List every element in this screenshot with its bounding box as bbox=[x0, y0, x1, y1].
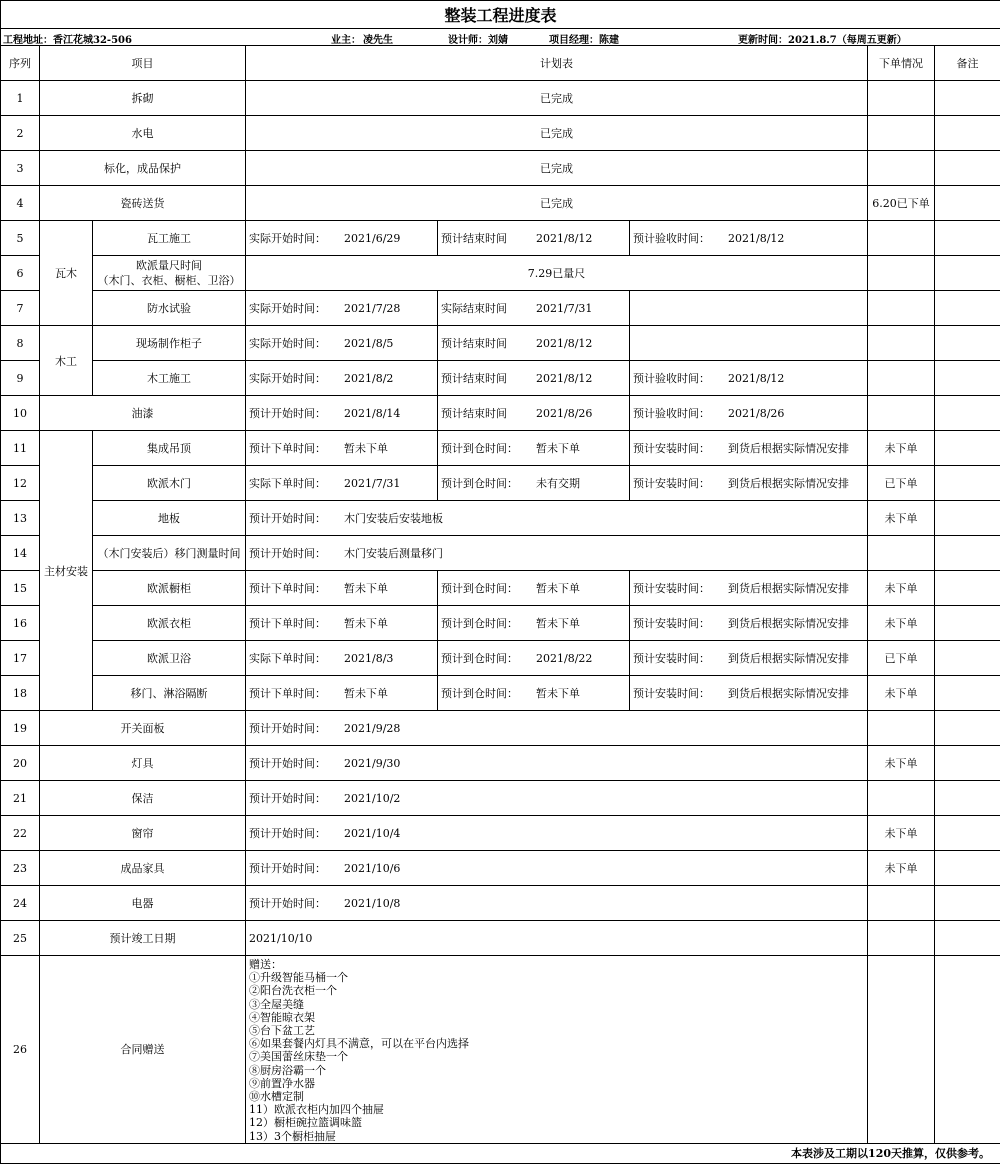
table-row bbox=[1, 921, 1000, 956]
item-name: 瓷砖送货 bbox=[40, 186, 246, 221]
plan-label: 预计结束时间 bbox=[441, 335, 536, 351]
plan-label: 预计结束时间 bbox=[441, 370, 536, 386]
remark-cell bbox=[935, 746, 1000, 781]
row-number: 6 bbox=[1, 256, 40, 291]
gift-item: ⑥如果套餐内灯具不满意，可以在平台内选择 bbox=[249, 1037, 469, 1050]
gift-item: ④智能晾衣架 bbox=[249, 1011, 315, 1024]
plan-cell bbox=[438, 221, 630, 256]
plan-value: 暂未下单 bbox=[344, 582, 388, 595]
plan-value: 2021/8/14 bbox=[344, 407, 400, 420]
plan-label: 预计安装时间： bbox=[633, 650, 728, 666]
order-status bbox=[868, 536, 935, 571]
plan-value: 2021/7/31 bbox=[536, 302, 592, 315]
order-status bbox=[868, 81, 935, 116]
plan-value: 未有交期 bbox=[536, 477, 580, 490]
order-status bbox=[868, 396, 935, 431]
plan-value: 2021/8/12 bbox=[536, 372, 592, 385]
plan-value: 2021/8/26 bbox=[536, 407, 592, 420]
plan-label: 预计到仓时间： bbox=[441, 580, 536, 596]
row-number: 9 bbox=[1, 361, 40, 396]
plan-cell bbox=[630, 606, 868, 641]
remark-cell bbox=[935, 641, 1000, 676]
table-row bbox=[1, 116, 1000, 151]
order-status bbox=[868, 291, 935, 326]
plan-cell bbox=[246, 711, 868, 746]
plan-cell bbox=[246, 746, 868, 781]
gift-item: ⑨前置净水器 bbox=[249, 1077, 315, 1090]
plan-label: 预计开始时间： bbox=[249, 860, 344, 876]
plan-value: 木门安装后安装地板 bbox=[344, 512, 443, 525]
order-status bbox=[868, 256, 935, 291]
plan-status: 已完成 bbox=[246, 116, 868, 151]
plan-label: 预计结束时间 bbox=[441, 405, 536, 421]
table-row bbox=[1, 536, 1000, 571]
header-plan: 计划表 bbox=[246, 46, 868, 81]
plan-label: 预计到仓时间： bbox=[441, 650, 536, 666]
table-row bbox=[1, 676, 1000, 711]
row-number: 22 bbox=[1, 816, 40, 851]
plan-cell bbox=[630, 291, 868, 326]
plan-cell bbox=[246, 886, 868, 921]
remark-cell bbox=[935, 256, 1000, 291]
plan-value: 暂未下单 bbox=[536, 582, 580, 595]
remark-cell bbox=[935, 396, 1000, 431]
remark-cell bbox=[935, 116, 1000, 151]
plan-value: 暂未下单 bbox=[536, 442, 580, 455]
plan-cell bbox=[630, 431, 868, 466]
order-status bbox=[868, 221, 935, 256]
row-number: 19 bbox=[1, 711, 40, 746]
plan-status: 已完成 bbox=[246, 151, 868, 186]
plan-cell bbox=[438, 676, 630, 711]
row-number: 15 bbox=[1, 571, 40, 606]
table-row bbox=[1, 466, 1000, 501]
item-name: 窗帘 bbox=[40, 816, 246, 851]
item-name: 水电 bbox=[40, 116, 246, 151]
item-name: 油漆 bbox=[40, 396, 246, 431]
item-name: 防水试验 bbox=[93, 291, 246, 326]
item-name: 灯具 bbox=[40, 746, 246, 781]
order-status bbox=[868, 956, 935, 1144]
table-row bbox=[1, 396, 1000, 431]
plan-label: 实际结束时间 bbox=[441, 300, 536, 316]
remark-cell bbox=[935, 606, 1000, 641]
header-order: 下单情况 bbox=[868, 46, 935, 81]
plan-cell bbox=[438, 641, 630, 676]
plan-cell bbox=[438, 396, 630, 431]
plan-label: 预计到仓时间： bbox=[441, 475, 536, 491]
plan-value: 到货后根据实际情况安排 bbox=[728, 687, 849, 700]
project-info bbox=[1, 29, 1000, 46]
item-name: 欧派衣柜 bbox=[93, 606, 246, 641]
order-status: 未下单 bbox=[868, 676, 935, 711]
plan-value: 2021/8/26 bbox=[728, 407, 784, 420]
plan-cell bbox=[246, 396, 438, 431]
row-number: 21 bbox=[1, 781, 40, 816]
remark-cell bbox=[935, 571, 1000, 606]
plan-label: 预计开始时间： bbox=[249, 545, 344, 561]
plan-value: 2021/8/12 bbox=[728, 372, 784, 385]
plan-cell bbox=[438, 606, 630, 641]
table-row bbox=[1, 781, 1000, 816]
plan-cell bbox=[630, 466, 868, 501]
gift-item: 12）橱柜碗拉篮调味篮 bbox=[249, 1116, 362, 1129]
plan-cell bbox=[246, 221, 438, 256]
plan-cell bbox=[246, 326, 438, 361]
header-remark: 备注 bbox=[935, 46, 1000, 81]
plan-value: 暂未下单 bbox=[536, 687, 580, 700]
remark-cell bbox=[935, 431, 1000, 466]
plan-label: 预计到仓时间： bbox=[441, 685, 536, 701]
item-name: 木工施工 bbox=[93, 361, 246, 396]
remark-cell bbox=[935, 81, 1000, 116]
plan-label: 预计安装时间： bbox=[633, 475, 728, 491]
remark-cell bbox=[935, 851, 1000, 886]
item-name: 开关面板 bbox=[40, 711, 246, 746]
plan-value: 2021/8/2 bbox=[344, 372, 393, 385]
gift-item: ⑩水槽定制 bbox=[249, 1090, 304, 1103]
plan-label: 预计到仓时间： bbox=[441, 615, 536, 631]
order-status bbox=[868, 361, 935, 396]
plan-cell bbox=[630, 641, 868, 676]
table-row bbox=[1, 361, 1000, 396]
order-status: 已下单 bbox=[868, 641, 935, 676]
plan-value: 2021/8/3 bbox=[344, 652, 393, 665]
plan-cell bbox=[246, 291, 438, 326]
item-name: 成品家具 bbox=[40, 851, 246, 886]
plan-value: 暂未下单 bbox=[344, 442, 388, 455]
plan-cell bbox=[246, 361, 438, 396]
gift-item: ①升级智能马桶一个 bbox=[249, 971, 348, 984]
gift-item: 11）欧派衣柜内加四个抽屉 bbox=[249, 1103, 384, 1116]
item-name: 欧派木门 bbox=[93, 466, 246, 501]
remark-cell bbox=[935, 711, 1000, 746]
item-name: 移门、淋浴隔断 bbox=[93, 676, 246, 711]
group-mugong: 木工 bbox=[40, 326, 93, 396]
row-number: 5 bbox=[1, 221, 40, 256]
item-name bbox=[93, 256, 246, 291]
order-status: 未下单 bbox=[868, 571, 935, 606]
row-number: 13 bbox=[1, 501, 40, 536]
remark-cell bbox=[935, 291, 1000, 326]
plan-value: 2021/9/28 bbox=[344, 722, 400, 735]
order-status: 未下单 bbox=[868, 606, 935, 641]
plan-cell bbox=[246, 571, 438, 606]
plan-label: 预计开始时间： bbox=[249, 825, 344, 841]
plan-value: 2021/8/12 bbox=[728, 232, 784, 245]
item-name: 标化，成品保护 bbox=[40, 151, 246, 186]
order-status: 未下单 bbox=[868, 431, 935, 466]
row-number: 16 bbox=[1, 606, 40, 641]
plan-cell bbox=[438, 431, 630, 466]
plan-cell bbox=[630, 221, 868, 256]
footnote: 本表涉及工期以120天推算，仅供参考。 bbox=[1, 1143, 1000, 1163]
plan-label: 预计安装时间： bbox=[633, 440, 728, 456]
table-row bbox=[1, 746, 1000, 781]
plan-value: 暂未下单 bbox=[536, 617, 580, 630]
owner-label: 业主： bbox=[331, 31, 361, 46]
item-line: 欧派量尺时间 bbox=[136, 259, 202, 272]
plan-cell bbox=[630, 396, 868, 431]
plan-cell bbox=[630, 326, 868, 361]
plan-value: 2021/10/2 bbox=[344, 792, 400, 805]
plan-cell bbox=[246, 641, 438, 676]
group-zhucai: 主材安装 bbox=[40, 431, 93, 711]
plan-cell bbox=[438, 291, 630, 326]
plan-label: 预计结束时间 bbox=[441, 230, 536, 246]
remark-cell bbox=[935, 676, 1000, 711]
row-number: 3 bbox=[1, 151, 40, 186]
table-row bbox=[1, 291, 1000, 326]
order-status: 6.20已下单 bbox=[868, 186, 935, 221]
remark-cell bbox=[935, 921, 1000, 956]
plan-label: 预计验收时间： bbox=[633, 370, 728, 386]
plan-label: 预计下单时间： bbox=[249, 615, 344, 631]
order-status bbox=[868, 921, 935, 956]
order-status bbox=[868, 711, 935, 746]
table-row bbox=[1, 886, 1000, 921]
row-number: 26 bbox=[1, 956, 40, 1144]
plan-label: 预计开始时间： bbox=[249, 720, 344, 736]
order-status: 未下单 bbox=[868, 501, 935, 536]
plan-value: 到货后根据实际情况安排 bbox=[728, 442, 849, 455]
table-row bbox=[1, 956, 1000, 1144]
plan-value: 2021/10/8 bbox=[344, 897, 400, 910]
remark-cell bbox=[935, 326, 1000, 361]
plan-value: 2021/6/29 bbox=[344, 232, 400, 245]
item-name: （木门安装后）移门测量时间 bbox=[93, 536, 246, 571]
plan-status: 7.29已量尺 bbox=[246, 256, 868, 291]
row-number: 12 bbox=[1, 466, 40, 501]
plan-label: 预计开始时间： bbox=[249, 755, 344, 771]
owner-name: 凌先生 bbox=[363, 31, 393, 46]
item-line: （木门、衣柜、橱柜、卫浴） bbox=[98, 274, 241, 287]
gift-item: ②阳台洗衣柜一个 bbox=[249, 984, 337, 997]
item-name: 保洁 bbox=[40, 781, 246, 816]
plan-label: 预计开始时间： bbox=[249, 895, 344, 911]
row-number: 11 bbox=[1, 431, 40, 466]
item-name: 集成吊顶 bbox=[93, 431, 246, 466]
plan-cell bbox=[630, 571, 868, 606]
header-seq: 序列 bbox=[1, 46, 40, 81]
item-name: 拆砌 bbox=[40, 81, 246, 116]
plan-label: 预计安装时间： bbox=[633, 580, 728, 596]
remark-cell bbox=[935, 361, 1000, 396]
item-name: 欧派卫浴 bbox=[93, 641, 246, 676]
plan-value: 2021/8/12 bbox=[536, 232, 592, 245]
table-title: 整装工程进度表 bbox=[1, 1, 1000, 29]
table-row bbox=[1, 326, 1000, 361]
gift-item: ⑧厨房浴霸一个 bbox=[249, 1064, 326, 1077]
table-row bbox=[1, 221, 1000, 256]
plan-cell bbox=[438, 466, 630, 501]
table-row bbox=[1, 431, 1000, 466]
item-name: 现场制作柜子 bbox=[93, 326, 246, 361]
plan-cell bbox=[438, 326, 630, 361]
plan-label: 实际开始时间： bbox=[249, 230, 344, 246]
remark-cell bbox=[935, 151, 1000, 186]
plan-cell bbox=[246, 606, 438, 641]
plan-cell bbox=[630, 361, 868, 396]
project-manager: 项目经理：陈建 bbox=[549, 31, 619, 46]
plan-label: 实际开始时间： bbox=[249, 300, 344, 316]
table-row bbox=[1, 186, 1000, 221]
remark-cell bbox=[935, 886, 1000, 921]
plan-value: 2021/8/12 bbox=[536, 337, 592, 350]
gift-item: ③全屋美缝 bbox=[249, 998, 304, 1011]
plan-value: 到货后根据实际情况安排 bbox=[728, 652, 849, 665]
table-row bbox=[1, 256, 1000, 291]
gift-item: 13）3个橱柜抽屉 bbox=[249, 1130, 336, 1143]
plan-label: 预计开始时间： bbox=[249, 405, 344, 421]
plan-value: 2021/8/22 bbox=[536, 652, 592, 665]
plan-completion-date: 2021/10/10 bbox=[246, 921, 868, 956]
table-row bbox=[1, 81, 1000, 116]
row-number: 25 bbox=[1, 921, 40, 956]
plan-label: 预计到仓时间： bbox=[441, 440, 536, 456]
plan-cell bbox=[438, 571, 630, 606]
update-time: 更新时间：2021.8.7（每周五更新） bbox=[738, 31, 907, 46]
plan-value: 2021/8/5 bbox=[344, 337, 393, 350]
remark-cell bbox=[935, 221, 1000, 256]
plan-label: 预计验收时间： bbox=[633, 405, 728, 421]
order-status: 未下单 bbox=[868, 816, 935, 851]
plan-label: 实际开始时间： bbox=[249, 335, 344, 351]
item-name: 欧派橱柜 bbox=[93, 571, 246, 606]
row-number: 20 bbox=[1, 746, 40, 781]
plan-status: 已完成 bbox=[246, 186, 868, 221]
plan-status: 已完成 bbox=[246, 81, 868, 116]
order-status bbox=[868, 116, 935, 151]
remark-cell bbox=[935, 816, 1000, 851]
plan-label: 预计验收时间： bbox=[633, 230, 728, 246]
plan-value: 2021/10/4 bbox=[344, 827, 400, 840]
plan-value: 2021/10/6 bbox=[344, 862, 400, 875]
plan-label: 预计下单时间： bbox=[249, 580, 344, 596]
table-row bbox=[1, 151, 1000, 186]
plan-value: 到货后根据实际情况安排 bbox=[728, 617, 849, 630]
plan-value: 2021/7/31 bbox=[344, 477, 400, 490]
plan-cell bbox=[246, 466, 438, 501]
order-status: 未下单 bbox=[868, 851, 935, 886]
gift-item: ⑤台下盆工艺 bbox=[249, 1024, 315, 1037]
plan-cell bbox=[246, 501, 868, 536]
plan-label: 实际开始时间： bbox=[249, 370, 344, 386]
group-wamu: 瓦木 bbox=[40, 221, 93, 326]
order-status: 未下单 bbox=[868, 746, 935, 781]
plan-value: 木门安装后测量移门 bbox=[344, 547, 443, 560]
table-row bbox=[1, 606, 1000, 641]
table-row bbox=[1, 571, 1000, 606]
row-number: 8 bbox=[1, 326, 40, 361]
plan-cell bbox=[246, 851, 868, 886]
table-row bbox=[1, 816, 1000, 851]
remark-cell bbox=[935, 501, 1000, 536]
plan-cell bbox=[438, 361, 630, 396]
item-name: 地板 bbox=[93, 501, 246, 536]
plan-value: 到货后根据实际情况安排 bbox=[728, 582, 849, 595]
remark-cell bbox=[935, 781, 1000, 816]
order-status bbox=[868, 781, 935, 816]
order-status bbox=[868, 326, 935, 361]
row-number: 4 bbox=[1, 186, 40, 221]
plan-label: 预计下单时间： bbox=[249, 440, 344, 456]
plan-label: 实际下单时间： bbox=[249, 650, 344, 666]
table-row bbox=[1, 641, 1000, 676]
plan-label: 预计下单时间： bbox=[249, 685, 344, 701]
order-status bbox=[868, 151, 935, 186]
plan-label: 预计安装时间： bbox=[633, 685, 728, 701]
row-number: 7 bbox=[1, 291, 40, 326]
row-number: 23 bbox=[1, 851, 40, 886]
plan-label: 预计安装时间： bbox=[633, 615, 728, 631]
gift-title: 赠送： bbox=[249, 958, 282, 971]
header-item: 项目 bbox=[40, 46, 246, 81]
order-status: 已下单 bbox=[868, 466, 935, 501]
item-name: 瓦工施工 bbox=[93, 221, 246, 256]
plan-cell bbox=[246, 781, 868, 816]
plan-value: 暂未下单 bbox=[344, 687, 388, 700]
row-number: 24 bbox=[1, 886, 40, 921]
item-name: 预计竣工日期 bbox=[40, 921, 246, 956]
item-name: 合同赠送 bbox=[40, 956, 246, 1144]
plan-cell bbox=[630, 676, 868, 711]
row-number: 17 bbox=[1, 641, 40, 676]
table-row bbox=[1, 501, 1000, 536]
row-number: 10 bbox=[1, 396, 40, 431]
remark-cell bbox=[935, 956, 1000, 1144]
plan-cell bbox=[246, 431, 438, 466]
row-number: 18 bbox=[1, 676, 40, 711]
remark-cell bbox=[935, 186, 1000, 221]
item-name: 电器 bbox=[40, 886, 246, 921]
plan-cell bbox=[246, 816, 868, 851]
gift-item: ⑦美国蕾丝床垫一个 bbox=[249, 1050, 348, 1063]
designer: 设计师：刘婧 bbox=[448, 31, 508, 46]
plan-label: 实际下单时间： bbox=[249, 475, 344, 491]
row-number: 1 bbox=[1, 81, 40, 116]
row-number: 2 bbox=[1, 116, 40, 151]
plan-cell bbox=[246, 536, 868, 571]
row-number: 14 bbox=[1, 536, 40, 571]
plan-value: 暂未下单 bbox=[344, 617, 388, 630]
table-row bbox=[1, 851, 1000, 886]
plan-value: 2021/9/30 bbox=[344, 757, 400, 770]
plan-label: 预计开始时间： bbox=[249, 790, 344, 806]
plan-cell bbox=[246, 676, 438, 711]
plan-label: 预计开始时间： bbox=[249, 510, 344, 526]
order-status bbox=[868, 886, 935, 921]
gift-list bbox=[246, 956, 868, 1144]
plan-value: 到货后根据实际情况安排 bbox=[728, 477, 849, 490]
plan-value: 2021/7/28 bbox=[344, 302, 400, 315]
remark-cell bbox=[935, 466, 1000, 501]
remark-cell bbox=[935, 536, 1000, 571]
project-address: 工程地址：香江花城32-506 bbox=[3, 31, 132, 46]
table-row bbox=[1, 711, 1000, 746]
